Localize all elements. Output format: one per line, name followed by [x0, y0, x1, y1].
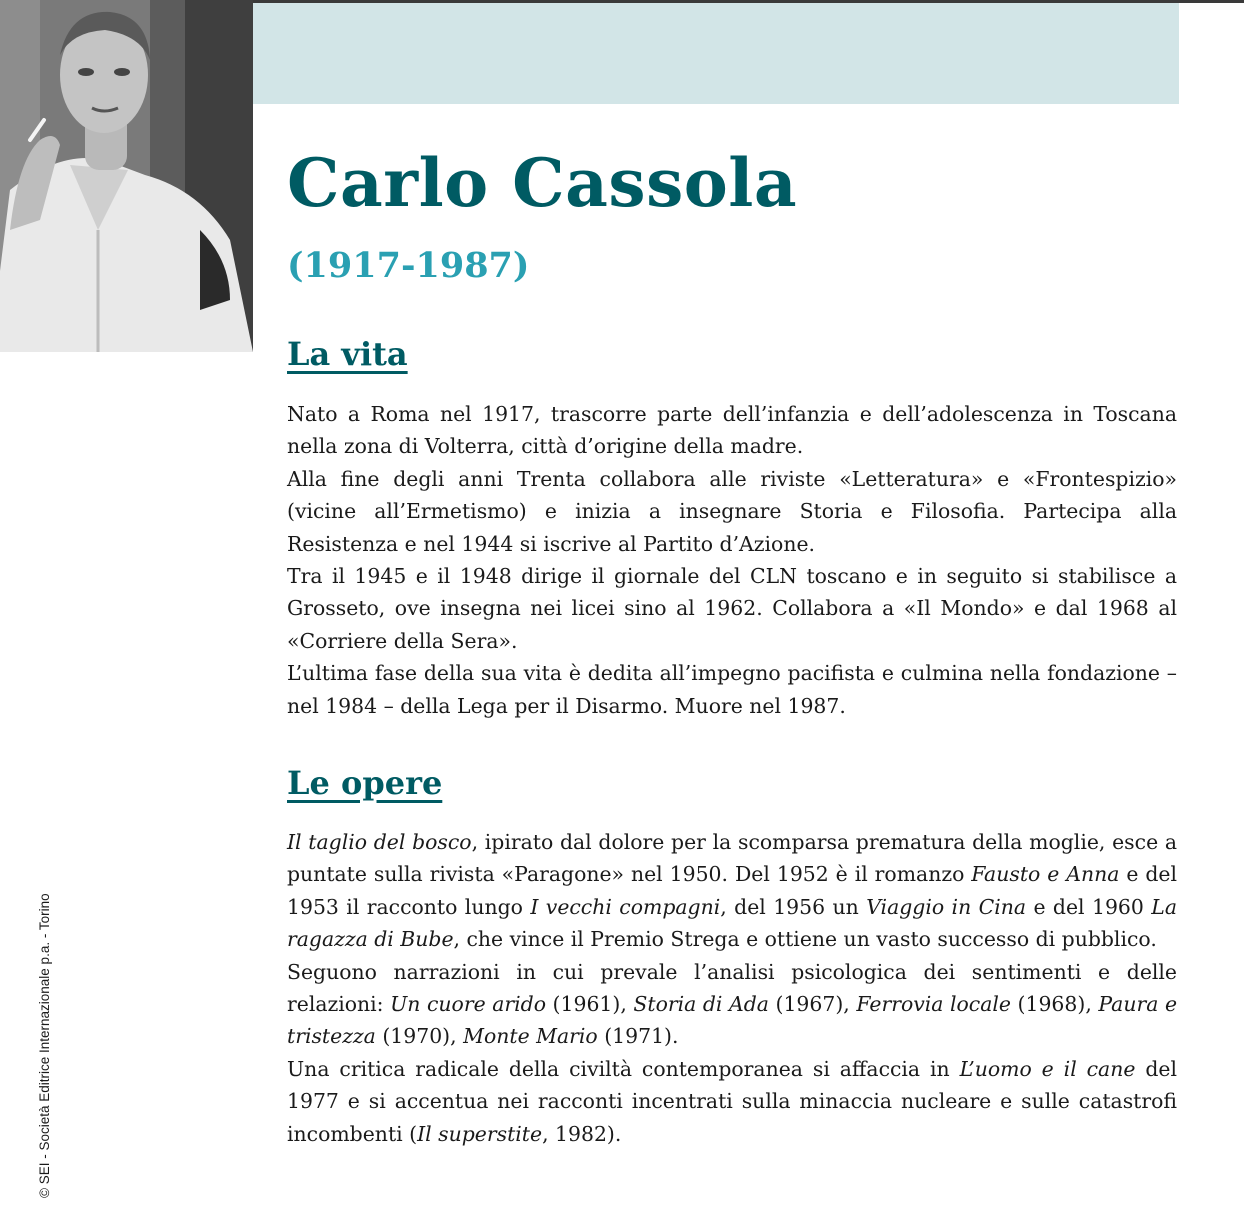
opere-text: (1970),	[375, 1024, 464, 1049]
copyright-notice: © SEI - Società Editrice Internazionale p.a. - Torino	[37, 893, 52, 1198]
opere-text: (1967),	[768, 992, 857, 1017]
opere-paragraph	[287, 956, 1177, 1053]
work-title: Un cuore arido	[390, 992, 546, 1017]
work-title: Viaggio in Cina	[866, 894, 1027, 919]
work-title: Il superstite	[417, 1121, 543, 1146]
work-title: Fausto e Anna	[971, 862, 1120, 887]
page-title: Carlo Cassola	[287, 144, 798, 222]
opere-text: (1971).	[597, 1024, 679, 1049]
work-title: Ferrovia locale	[856, 992, 1011, 1017]
opere-text: e del 1953 il racconto lungo	[287, 862, 1177, 919]
vita-paragraph: Nato a Roma nel 1917, trascorre parte dell’infanzia e dell’adolescenza in Toscana nella zona di Volterra, città d’origine della madre.	[287, 402, 1177, 459]
vita-paragraph: L’ultima fase della sua vita è dedita all’impegno pacifista e culmina nella fondazione – nel 1984 – della Lega per il Disarmo. Muore nel 1987.	[287, 661, 1177, 718]
author-years: (1917-1987)	[287, 245, 530, 286]
opere-text: , ipirato dal dolore per la scomparsa prematura della moglie, esce a puntate sulla rivista «Paragone» nel 1950. Del 1952 è il romanzo	[287, 830, 1177, 887]
work-title: Monte Mario	[463, 1024, 598, 1049]
section-body-vita	[287, 398, 1177, 722]
opere-text: (1961),	[545, 992, 634, 1017]
opere-paragraph	[287, 1053, 1177, 1150]
opere-text: , 1982).	[542, 1121, 622, 1146]
opere-text: , che vince il Premio Strega e ottiene un vasto successo di pubblico.	[453, 927, 1157, 952]
work-title: Il taglio del bosco	[287, 830, 472, 854]
opere-text: del 1977 e si accentua nei racconti incentrati sulla minaccia nucleare e sulle catastrofi incombenti (	[287, 1056, 1177, 1146]
opere-text: , del 1956 un	[720, 894, 867, 919]
work-title: Storia di Ada	[633, 992, 769, 1017]
work-title: L’uomo e il cane	[959, 1056, 1136, 1081]
opere-text: Seguono narrazioni in cui prevale l’analisi psicologica dei sentimenti e delle relazioni:	[287, 959, 1177, 1017]
work-title: Paura e tristezza	[287, 992, 1178, 1049]
vita-paragraph: Alla fine degli anni Trenta collabora alle riviste «Letteratura» e «Frontespizio» (vicine all’Ermetismo) e inizia a insegnare Storia e Filosofia. Partecipa alla Resistenza e nel 1944 si iscrive al Partito d’Azione.	[287, 466, 1177, 556]
header-banner	[253, 3, 1179, 104]
opere-text: Una critica radicale della civiltà contemporanea si affaccia in	[287, 1056, 960, 1081]
work-title: La ragazza di Bube	[287, 894, 1177, 952]
opere-text: (1968),	[1010, 992, 1099, 1017]
author-portrait-icon	[0, 0, 253, 352]
opere-paragraph	[287, 826, 1177, 956]
section-heading-vita: La vita	[287, 335, 408, 373]
section-body-opere	[287, 826, 1177, 1150]
work-title: I vecchi compagni	[530, 894, 721, 919]
opere-text: e del 1960	[1026, 894, 1152, 919]
vita-paragraph: Tra il 1945 e il 1948 dirige il giornale del CLN toscano e in seguito si stabilisce a Grosseto, ove insegna nei licei sino al 1962. Collabora a «Il Mondo» e dal 1968 al «Corriere della Sera».	[287, 564, 1177, 653]
section-heading-opere: Le opere	[287, 764, 443, 802]
